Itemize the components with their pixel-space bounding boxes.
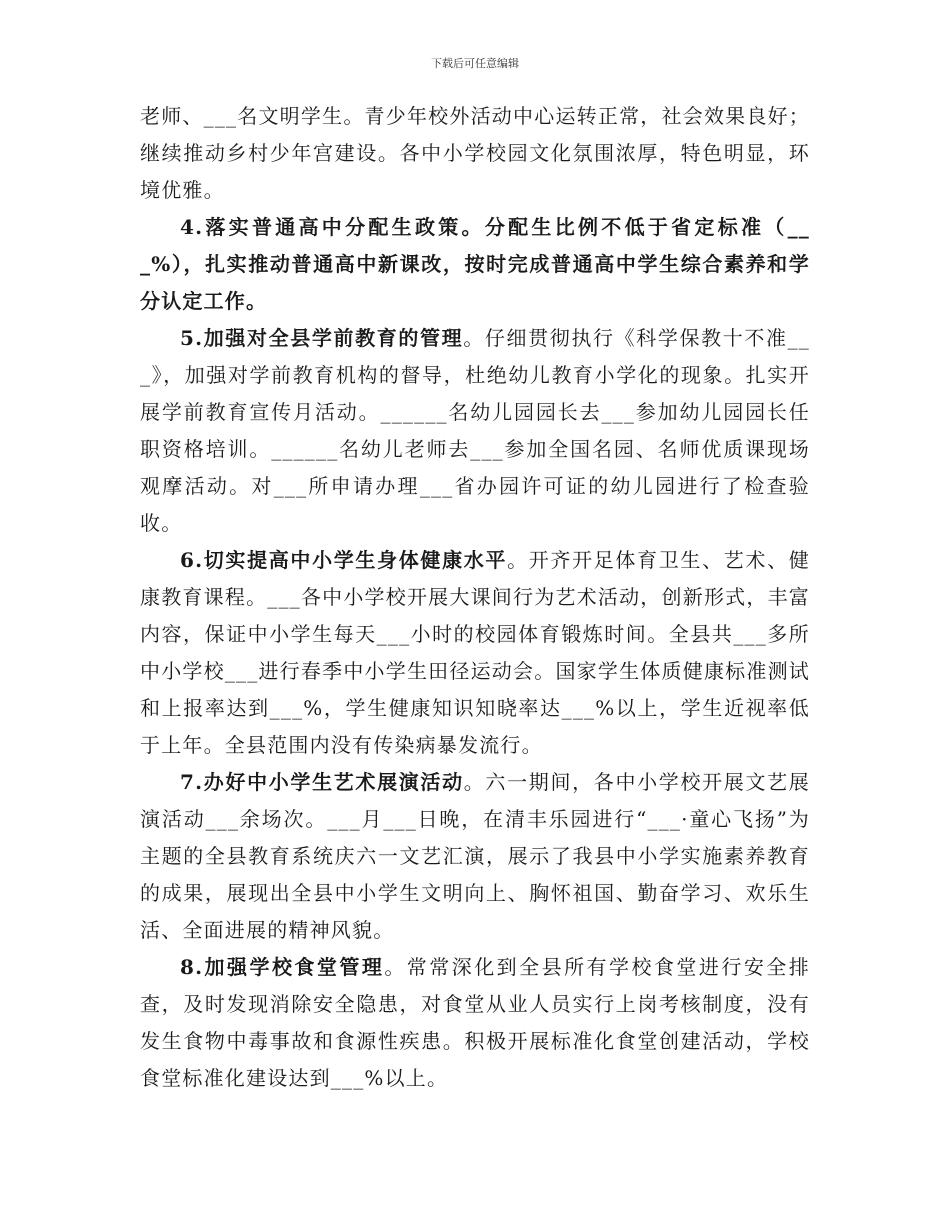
- item-4: 4.落实普通高中分配生政策。分配生比例不低于省定标准（___%），扎实推动普通高中新课改，按时完成普通高中学生综合素养和学分认定工作。: [140, 215, 810, 313]
- item-8-body: 。常常深化到全县所有学校食堂进行安全排查，及时发现消除安全隐患，对食堂从业人员实行上岗考核制度，没有发生食物中毒事故和食源性疾患。积极开展标准化食堂创建活动，学校食堂标准化建设达到___%以上。: [140, 955, 810, 1090]
- item-5-body: 。仔细贯彻执行《科学保教十不准___》，加强对学前教育机构的督导，杜绝幼儿教育小学化的现象。扎实开展学前教育宣传月活动。______名幼儿园园长去___参加幼儿园园长任职资格培训。______名幼儿老师去___参加全国名园、名师优质课现场观摩活动。对___所申请办理___省办园许可证的幼儿园进行了检查验收。: [140, 326, 810, 535]
- item-8-heading: 8.加强学校食堂管理: [180, 955, 385, 979]
- paragraph-continued: 老师、___名文明学生。青少年校外活动中心运转正常，社会效果良好；继续推动乡村少年宫建设。各中小学校园文化氛围浓厚，特色明显，环境优雅。: [140, 104, 810, 202]
- item-7: [140, 764, 810, 949]
- item-7-heading: 7.办好中小学生艺术展演活动: [180, 770, 464, 794]
- item-6-heading: 6.切实提高中小学生身体健康水平: [180, 548, 508, 572]
- item-6-body: 。开齐开足体育卫生、艺术、健康教育课程。___各中小学校开展大课间行为艺术活动，创新形式，丰富内容，保证中小学生每天___小时的校园体育锻炼时间。全县共___多所中小学校___进行春季中小学生田径运动会。国家学生体质健康标准测试和上报率达到___%，学生健康知识知晓率达___%以上，学生近视率低于上年。全县范围内没有传染病暴发流行。: [140, 548, 810, 757]
- item-8: [140, 949, 810, 1097]
- page-header: 下载后可任意编辑: [431, 57, 519, 70]
- item-5: [140, 320, 810, 542]
- item-7-body: 。六一期间，各中小学校开展文艺展演活动___余场次。___月___日晚，在清丰乐园进行“___·童心飞扬”为主题的全县教育系统庆六一文艺汇演，展示了我县中小学实施素养教育的成果，展现出全县中小学生文明向上、胸怀祖国、勤奋学习、欢乐生活、全面进展的精神风貌。: [140, 770, 810, 942]
- item-5-heading: 5.加强对全县学前教育的管理: [180, 326, 464, 350]
- item-6: [140, 542, 810, 764]
- document-body: [140, 98, 810, 1097]
